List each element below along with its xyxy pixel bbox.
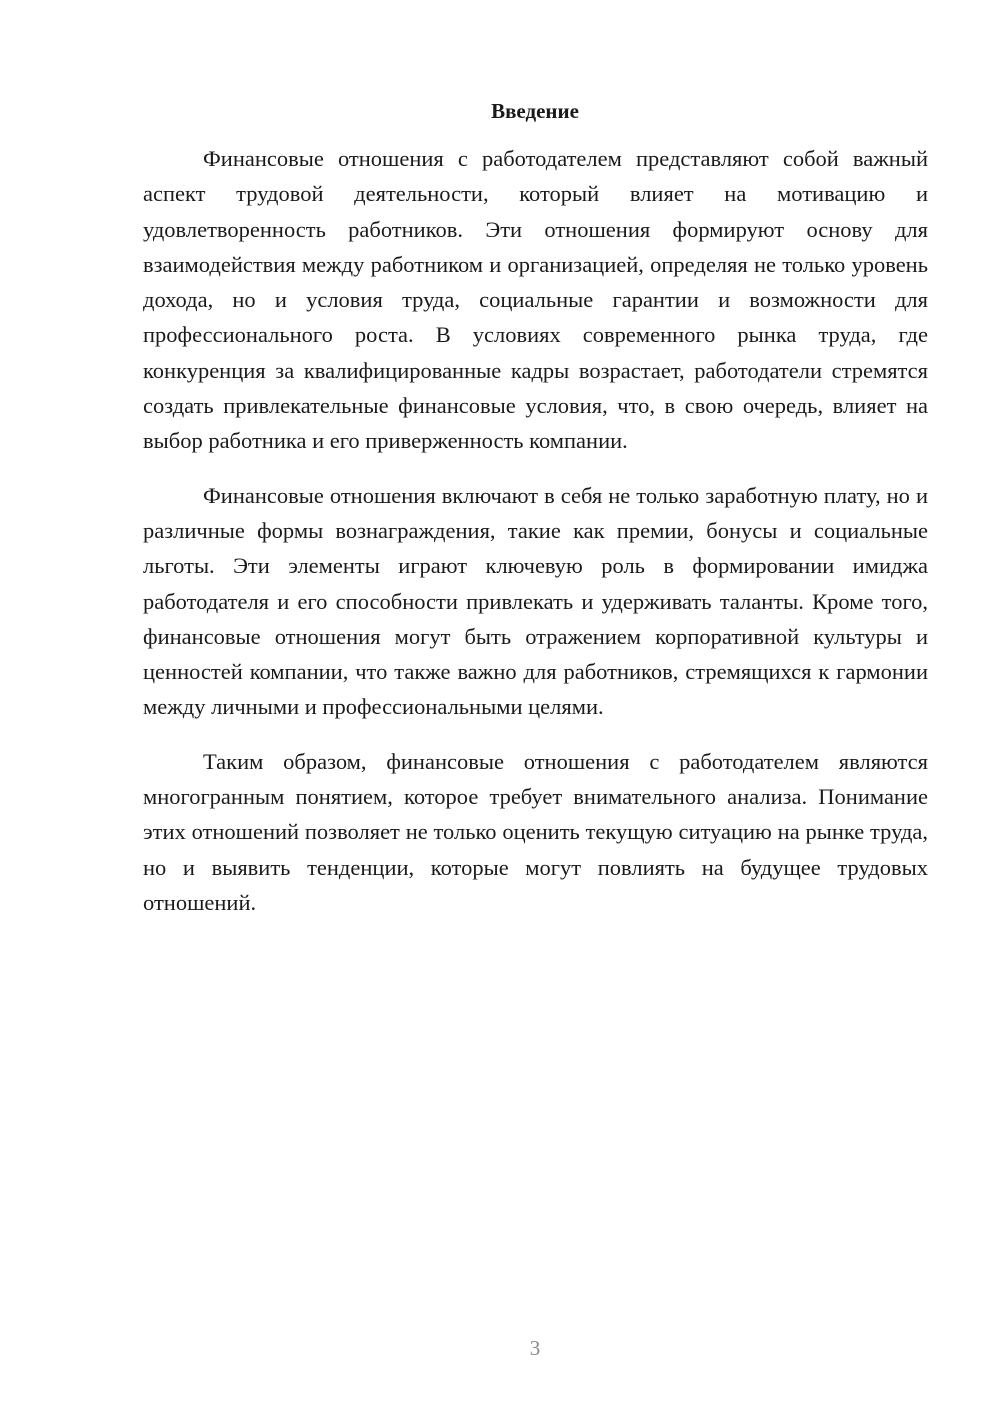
paragraph-2: Финансовые отношения включают в себя не только заработную плату, но и различные формы вознаграждения, такие как премии, бонусы и социальные льготы. Эти элементы играют ключевую роль в формировании имиджа работодателя и его способности привлекать и удерживать таланты. Кроме того, финансовые отношения могут быть отражением корпоративной культуры и ценностей компании, что также важно для работников, стремящихся к гармонии между личными и профессиональными целями. xyxy=(143,482,928,720)
page-number: 3 xyxy=(529,1336,541,1360)
paragraph-1: Финансовые отношения с работодателем представляют собой важный аспект трудовой деятельности, который влияет на мотивацию и удовлетворенность работников. Эти отношения формируют основу для взаимодействия между работником и организацией, определяя не только уровень дохода, но и условия труда, социальные гарантии и возможности для профессионального роста. В условиях современного рынка труда, где конкуренция за квалифицированные кадры возрастает, работодатели стремятся создать привлекательные финансовые условия, что, в свою очередь, влияет на выбор работника и его приверженность компании. xyxy=(143,146,928,454)
document-body xyxy=(143,141,928,939)
page-title: Введение xyxy=(491,99,579,123)
paragraph-3: Таким образом, финансовые отношения с работодателем являются многогранным понятием, которое требует внимательного анализа. Понимание этих отношений позволяет не только оценить текущую ситуацию на рынке труда, но и выявить тенденции, которые могут повлиять на будущее трудовых отношений. xyxy=(143,748,928,915)
